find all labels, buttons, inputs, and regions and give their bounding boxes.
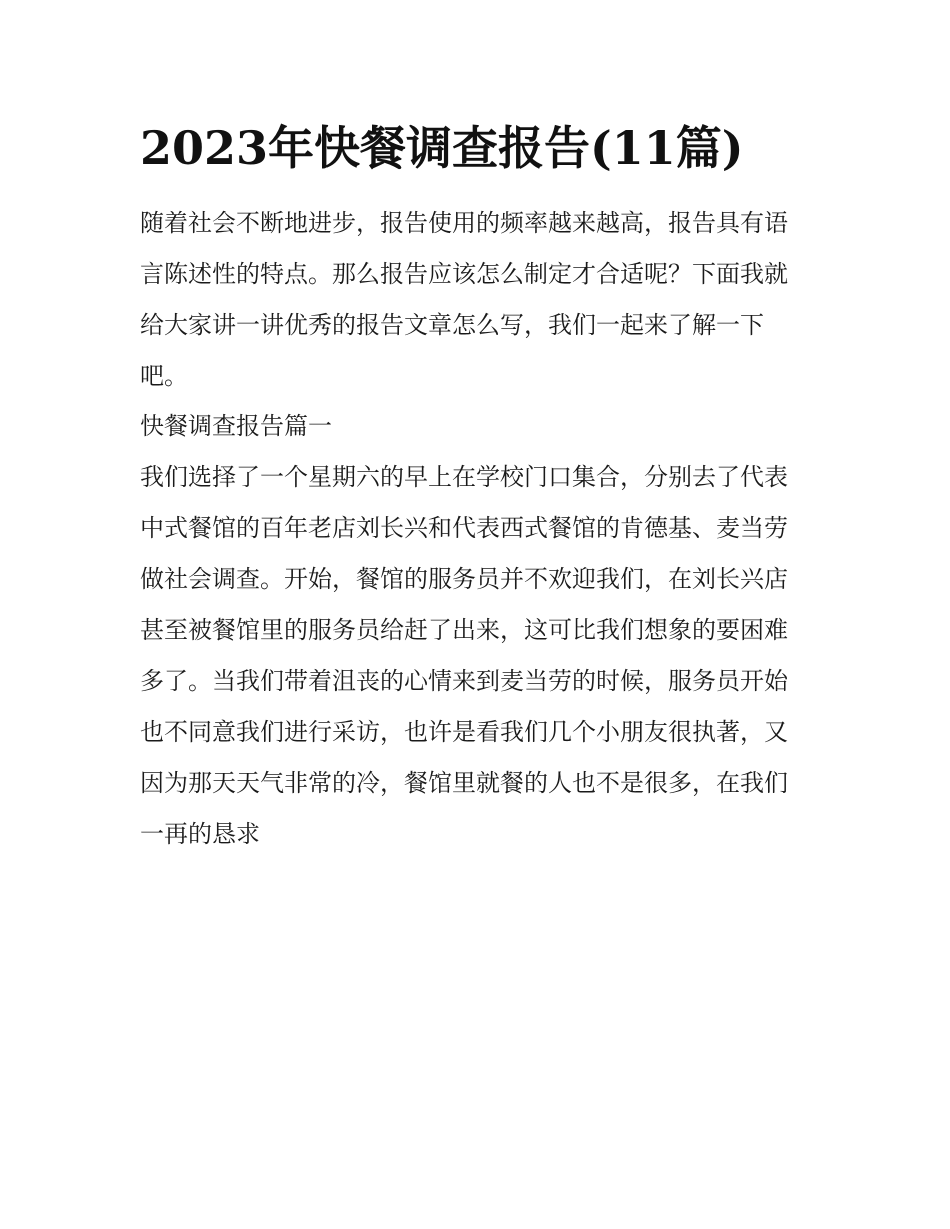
document-title: 2023年快餐调查报告(11篇) xyxy=(140,121,744,175)
body-line: 甚至被餐馆里的服务员给赶了出来，这可比我们想象的要困难 xyxy=(140,616,788,644)
intro-line: 随着社会不断地进步，报告使用的频率越来越高，报告具有语 xyxy=(140,209,788,237)
body-line: 做社会调查。开始，餐馆的服务员并不欢迎我们，在刘长兴店 xyxy=(140,565,788,593)
intro-line: 给大家讲一讲优秀的报告文章怎么写，我们一起来了解一下 xyxy=(140,311,764,339)
body-line: 也不同意我们进行采访，也许是看我们几个小朋友很执著，又 xyxy=(140,718,788,746)
body-line: 我们选择了一个星期六的早上在学校门口集合，分别去了代表 xyxy=(140,463,788,491)
intro-line: 吧。 xyxy=(140,362,188,390)
body-line: 因为那天天气非常的冷，餐馆里就餐的人也不是很多，在我们 xyxy=(140,769,788,797)
body-line: 中式餐馆的百年老店刘长兴和代表西式餐馆的肯德基、麦当劳 xyxy=(140,514,788,542)
intro-line: 言陈述性的特点。那么报告应该怎么制定才合适呢？下面我就 xyxy=(140,260,788,288)
body-line: 一再的恳求 xyxy=(140,820,260,848)
body-line: 多了。当我们带着沮丧的心情来到麦当劳的时候，服务员开始 xyxy=(140,667,788,695)
section-heading: 快餐调查报告篇一 xyxy=(140,412,332,440)
